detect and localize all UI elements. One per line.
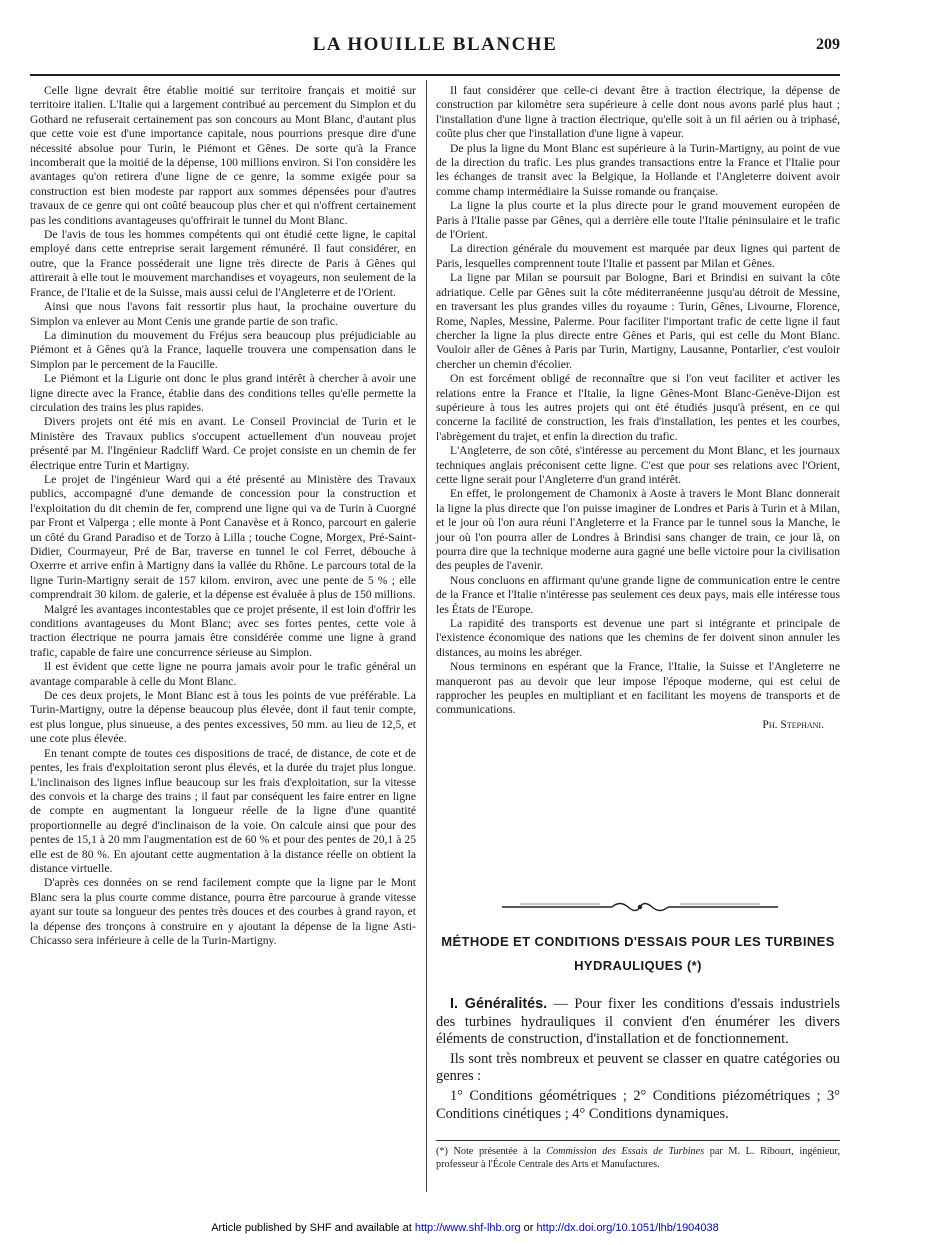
header-rule bbox=[30, 74, 840, 76]
left-column bbox=[30, 84, 416, 948]
paragraph: Ainsi que nous l'avons fait ressortir plus haut, la prochaine ouverture du Simplon va enlever au Mont Cenis une grande partie de son trafic. bbox=[30, 300, 416, 328]
paragraph: La direction générale du mouvement est marquée par deux lignes qui partent de Paris, lesquelles comprennent toute l'Italie et passent par Milan et Gênes. bbox=[436, 242, 840, 270]
section-intro bbox=[436, 996, 840, 1049]
paragraph: Divers projets ont été mis en avant. Le Conseil Provincial de Turin et le Ministère des Travaux publics s'occupent actuellement d'un nouveau projet présenté par M. l'Ingénieur Radcliff Ward. Ce projet consiste en un chemin de fer électrique entre Turin et Martigny. bbox=[30, 415, 416, 472]
publication-footer bbox=[0, 1222, 930, 1234]
paragraph: Le projet de l'ingénieur Ward qui a été présenté au Ministère des Travaux publics, accompagné d'une demande de concession pour la construction et l'exploitation du dit chemin de fer, comprend une ligne qui va de Turin à Cuorgné par Front et Valperga ; elle monte à Pont Canavèse et à Ronco, parcourt en galerie un côté du Grand Paradiso et de Torzo à Lilla ; touche Cogne, Morgex, Pré-Saint-Didier, Courmayeur, Pré de Bar, traverse en tunnel le col Ferret, débouche à Oxerrre et arrive enfin à Martigny dans la vallée du Rhône. Le parcours total de la ligne Turin-Martigny serait de 157 kilom. environ, avec une pente de 5 % ; elle comprendrait 30 kilom. de galerie, et la dépense est évaluée à plus de 150 millions. bbox=[30, 472, 416, 602]
section-title bbox=[436, 930, 840, 978]
footnote-commission: Commission des Essais de Turbines bbox=[546, 1146, 705, 1157]
paragraph: En tenant compte de toutes ces dispositions de tracé, de distance, de cote et de pentes, les frais d'exploitation seront plus élevés, et la durée du trajet plus longue. L'inclinaison des lignes influe beaucoup sur les frais d'exploitation, sur la vitesse des convois et la charge des trains ; il faut par conséquent les faire entrer en ligne de compte en augmentant la longueur réelle de la ligne d'une quantité proportionnelle au degré d'inclinaison de la voie. On calcule ainsi que pour des pentes de 15,1 à 20 mm l'augmentation est de 60 % et pour des pentes de 20,1 à 25 elle est de 80 %. En ajoutant cette augmentation à la distance réelle on obtient la distance virtuelle. bbox=[30, 746, 416, 875]
paragraph: De ces deux projets, le Mont Blanc est à tous les points de vue préférable. La Turin-Martigny, outre la dépense beaucoup plus élevée, dont il faut tenir compte, est plus longue, plus sinueuse, a des pentes excessives, 50 mm. au lieu de 12,5, et une cote plus élevée. bbox=[30, 689, 416, 746]
footnote-lead: (*) Note présentée à la bbox=[436, 1146, 541, 1157]
decorative-ornament bbox=[500, 900, 780, 914]
ornament-icon bbox=[500, 900, 780, 914]
paragraph: Nous concluons en affirmant qu'une grande ligne de communication entre le centre de la France et l'Italie n'intéresse pas seulement ces deux pays, mais elle intéresse tous les États de l'Europe. bbox=[436, 573, 840, 616]
paragraph: La ligne par Milan se poursuit par Bologne, Bari et Brindisi en suivant la côte adriatique. Celle par Gênes suit la côte méditerranéenne jusqu'au détroit de Messine, en traversant les plus grandes villes du royaume : Turin, Gênes, Livourne, Florence, Rome, Naples, Messine, Palerme. Pour faciliter l'important trafic de cette ligne il faut chercher la ligne la plus directe entre Gênes et Paris, qui est celle du Mont Blanc. Vouloir aller de Gênes à Paris par Turin, Martigny, Lausanne, Pontarlier, c'est vouloir chercher un chemin d'écolier. bbox=[436, 271, 840, 371]
paragraph: L'Angleterre, de son côté, s'intéresse au percement du Mont Blanc, et les journaux techniques anglais préconisent cette ligne. C'est que pour ses relations avec l'Orient, cette ligne serait pour l'Angleterre d'un grand intérêt. bbox=[436, 444, 840, 486]
masthead bbox=[30, 34, 840, 64]
paragraph: De l'avis de tous les hommes compétents qui ont étudié cette ligne, le capital employé dans cette entreprise serait largement rémunéré. Il faut considérer, en outre, que la France posséderait une ligne très directe de Paris à Gênes qui attirerait à elle tout le mouvement marchandises et voyageurs, non seulement de la France, de l'Italie et de la Suisse, mais aussi celui de l'Angleterre et de l'Orient. bbox=[30, 228, 416, 299]
intro-text: — Pour fixer les conditions d'essais industriels des turbines hydrauliques il convient d'en énumérer les divers éléments de construction, d'installation et de fonctionnement. bbox=[436, 996, 840, 1048]
journal-title: LA HOUILLE BLANCHE bbox=[312, 34, 558, 55]
footer-lead: Article published by SHF and available at bbox=[211, 1222, 412, 1234]
section-body bbox=[436, 996, 840, 1125]
paragraph: D'après ces données on se rend facilement compte que la ligne par le Mont Blanc sera la plus courte comme distance, pourra être parcourue à grande vitesse ayant sur toute sa longueur des pentes très douces et des courbes à grand rayon, et la dépense des tronçons à construire en y ajoutant la dépense de la ligne Asti-Chicasso sera inférieure à celle de la Turin-Martigny. bbox=[30, 876, 416, 947]
paragraph: Celle ligne devrait être établie moitié sur territoire français et moitié sur territoire italien. L'Italie qui a largement contribué au percement du Simplon et du Gothard ne refuserait certainement pas son concours au Mont Blanc, d'autant plus que cette voie est d'une importance capitale, nous pourrions presque dire d'une nécessité absolue pour Turin, le Piémont et Gênes. De sorte qu'à la France incomberait que la moitié de la dépense, 100 millions environ. Si l'on considère les avantages qu'on retirera d'une ligne de ce genre, la somme exigée pour sa construction est bien modeste par rapport aux sommes dépensées pour d'autres travaux de ce genre qui ont coûté beaucoup plus cher et qui n'offrent certainement pas les conditions avantageuses qu'offrirait le tunnel du Mont Blanc. bbox=[30, 84, 416, 227]
right-column bbox=[436, 84, 840, 732]
footnote-tail: par M. L. Ribourt, ingénieur, professeur à l'École Centrale des Arts et Manufactures. bbox=[436, 1146, 841, 1170]
paragraph: La diminution du mouvement du Fréjus sera beaucoup plus préjudiciable au Piémont et à Gênes qu'à la France, laquelle trouvera une compensation dans le Simplon par le percement de la Faucille. bbox=[30, 328, 416, 371]
paragraph: La ligne la plus courte et la plus directe pour le grand mouvement européen de Paris à l'Italie passe par Gênes, qui a derrière elle toute l'Italie péninsulaire et le trafic de l'Orient. bbox=[436, 199, 840, 242]
doi-link[interactable]: http://dx.doi.org/10.1051/lhb/1904038 bbox=[536, 1222, 719, 1234]
paragraph: On est forcément obligé de reconnaître que si l'on veut faciliter et activer les relations entre la France et l'Italie, la ligne Gênes-Mont Blanc-Genève-Dijon est supérieure à tous les autres projets qui ont été étudiés jusqu'à présent, en ce qui concerne la facilité de construction, les frais d'installation, les pentes et les courbes, l'abrègement du trajet, et enfin la direction du trafic. bbox=[436, 372, 840, 443]
page-number: 209 bbox=[816, 36, 840, 53]
shf-link[interactable]: http://www.shf-lhb.org bbox=[414, 1222, 521, 1234]
paragraph: De plus la ligne du Mont Blanc est supérieure à la Turin-Martigny, au point de vue de la direction du trafic. Les plus grandes transactions entre la France et l'Italie pour les échanges de transit avec la Belgique, la Hollande et l'Angleterre doivent avoir comme champ intermédiaire la Suisse romande ou française. bbox=[436, 141, 840, 198]
paragraph: Le Piémont et la Ligurie ont donc le plus grand intérêt à chercher à avoir une ligne directe avec la France, établie dans des conditions telles qu'elle permette la circulation des trains les plus rapides. bbox=[30, 372, 416, 414]
footnote-marker: (*) bbox=[686, 958, 702, 973]
footnote-rule bbox=[436, 1140, 840, 1141]
section-title-text: MÉTHODE ET CONDITIONS D'ESSAIS POUR LES TURBINES HYDRAULIQUES bbox=[441, 934, 835, 973]
paragraph: Il faut considérer que celle-ci devant être à traction électrique, la dépense de construction par kilomètre sera supérieure à celle dont nous avons parlé plus haut ; l'installation d'une ligne à traction électrique, qu'elle soit à un fil aérien ou à triphasé, coûte plus cher que l'installation d'une ligne à vapeur. bbox=[436, 84, 840, 141]
author-signature: Ph. Stephani. bbox=[762, 717, 824, 731]
footnote bbox=[436, 1146, 840, 1171]
paragraph: 1° Conditions géométriques ; 2° Conditions piézométriques ; 3° Conditions cinétiques ; 4° Conditions dynamiques. bbox=[436, 1087, 840, 1122]
subsection-heading: I. Généralités. bbox=[450, 996, 548, 1012]
paragraph: Ils sont très nombreux et peuvent se classer en quatre catégories ou genres : bbox=[436, 1050, 840, 1085]
footer-middle: or bbox=[523, 1222, 534, 1234]
paragraph: Malgré les avantages incontestables que ce projet présente, il est loin d'offrir les conditions avantageuses du Mont Blanc; avec ses fortes pentes, cette voie à traction électrique ne pourra jamais être considérée comme une ligne à grand trafic, capable de faire une concurrence sérieuse au Simplon. bbox=[30, 602, 416, 659]
paragraph: Nous terminons en espérant que la France, l'Italie, la Suisse et l'Angleterre ne manqueront pas au devoir que leur impose l'époque moderne, qui est celui de rapprocher les peuples en multipliant et en facilitant les moyens de transports et de communications. bbox=[436, 660, 840, 717]
column-divider bbox=[426, 80, 427, 1192]
paragraph: En effet, le prolongement de Chamonix à Aoste à travers le Mont Blanc donnerait la ligne la plus directe que l'on puisse imaginer de Londres et Paris à Turin et à Milan, et le jour où l'on aura réuni l'Angleterre et la France par le tunnel sous la Manche, le jour où l'on pourra aller de Londres à Brindisi sans changer de train, ce jour là, on pourra dire que la technique moderne aura gagné une belle victoire pour la civilisation des peuples de l'avenir. bbox=[436, 487, 840, 573]
paragraph: Il est évident que cette ligne ne pourra jamais avoir pour le trafic général un avantage comparable à celle du Mont Blanc. bbox=[30, 660, 416, 688]
paragraph: La rapidité des transports est devenue une part si intégrante et principale de l'existence économique des nations que les chemins de fer doivent sinon annuler les distances, au moins les abréger. bbox=[436, 617, 840, 659]
